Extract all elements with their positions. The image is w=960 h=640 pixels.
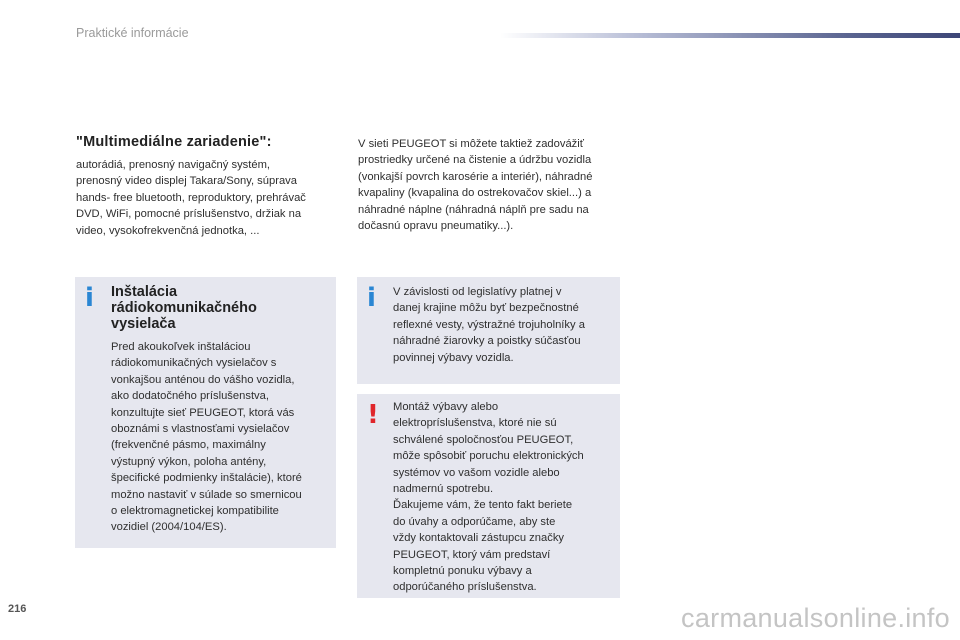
multimedia-description: autorádiá, prenosný navigačný systém, prenosný video displej Takara/Sony, súprava hands- free bluetooth, reproduktory, prehrávač DVD, WiFi, pomocné príslušenstvo, držiak na video, vysokofrekvenčná jednotka, ... xyxy=(76,159,306,237)
legislation-info-box xyxy=(357,277,620,384)
info-icon: i xyxy=(85,283,94,313)
warning-box xyxy=(357,394,620,598)
radio-box-title: Inštalácia rádiokomunikačného vysielača xyxy=(111,284,257,332)
info-icon: i xyxy=(367,283,376,313)
multimedia-heading: "Multimediálne zariadenie": xyxy=(76,134,272,150)
page-section-title: Praktické informácie xyxy=(76,26,189,40)
radio-box-text: Pred akoukoľvek inštaláciou rádiokomunikačných vysielačov s vonkajšou anténou do vášho vozidla, ako dodatočného príslušenstva, konzultujte sieť PEUGEOT, ktorá vás oboznámi s vlastnosťami vysielačov (frekvenčné pásmo, maximálny výstupný výkon, poloha antény, špecifické podmienky inštalácie), ktoré možno nastaviť v súlade so smernicou o elektromagnetickej kompatibilite vozidiel (2004/104/ES). xyxy=(111,341,302,534)
peugeot-network-paragraph: V sieti PEUGEOT si môžete taktiež zadovážiť prostriedky určené na čistenie a údržbu vozidla (vonkajší povrch karosérie a interiér), náhradné kvapaliny (kvapalina do ostrekovačov skiel...) a náhradné náplne (náhradná náplň pre sadu na dočasnú opravu pneumatiky...). xyxy=(358,138,593,233)
watermark: carmanualsonline.info xyxy=(681,603,950,633)
legislation-box-text: V závislosti od legislatívy platnej v danej krajine môžu byť bezpečnostné reflexné vesty, výstražné trojuholníky a náhradné žiarovky a poistky súčasťou povinnej výbavy vozidla. xyxy=(393,286,585,364)
warning-icon: ! xyxy=(367,400,379,430)
warning-box-text: Montáž výbavy alebo elektropríslušenstva, ktoré nie sú schválené spoločnosťou PEUGEOT, môže spôsobiť poruchu elektronických systémov vo vašom vozidle alebo nadmernú spotrebu. Ďakujeme vám, že tento fakt beriete do úvahy a odporúčame, aby ste vždy kontaktovali zástupcu značky PEUGEOT, ktorý vám predstaví kompletnú ponuku výbavy a odporúčaného príslušenstva. xyxy=(393,401,584,594)
radio-transmitter-info-box xyxy=(75,277,336,548)
header-decorative-bar xyxy=(500,33,960,38)
page-number: 216 xyxy=(8,603,27,615)
